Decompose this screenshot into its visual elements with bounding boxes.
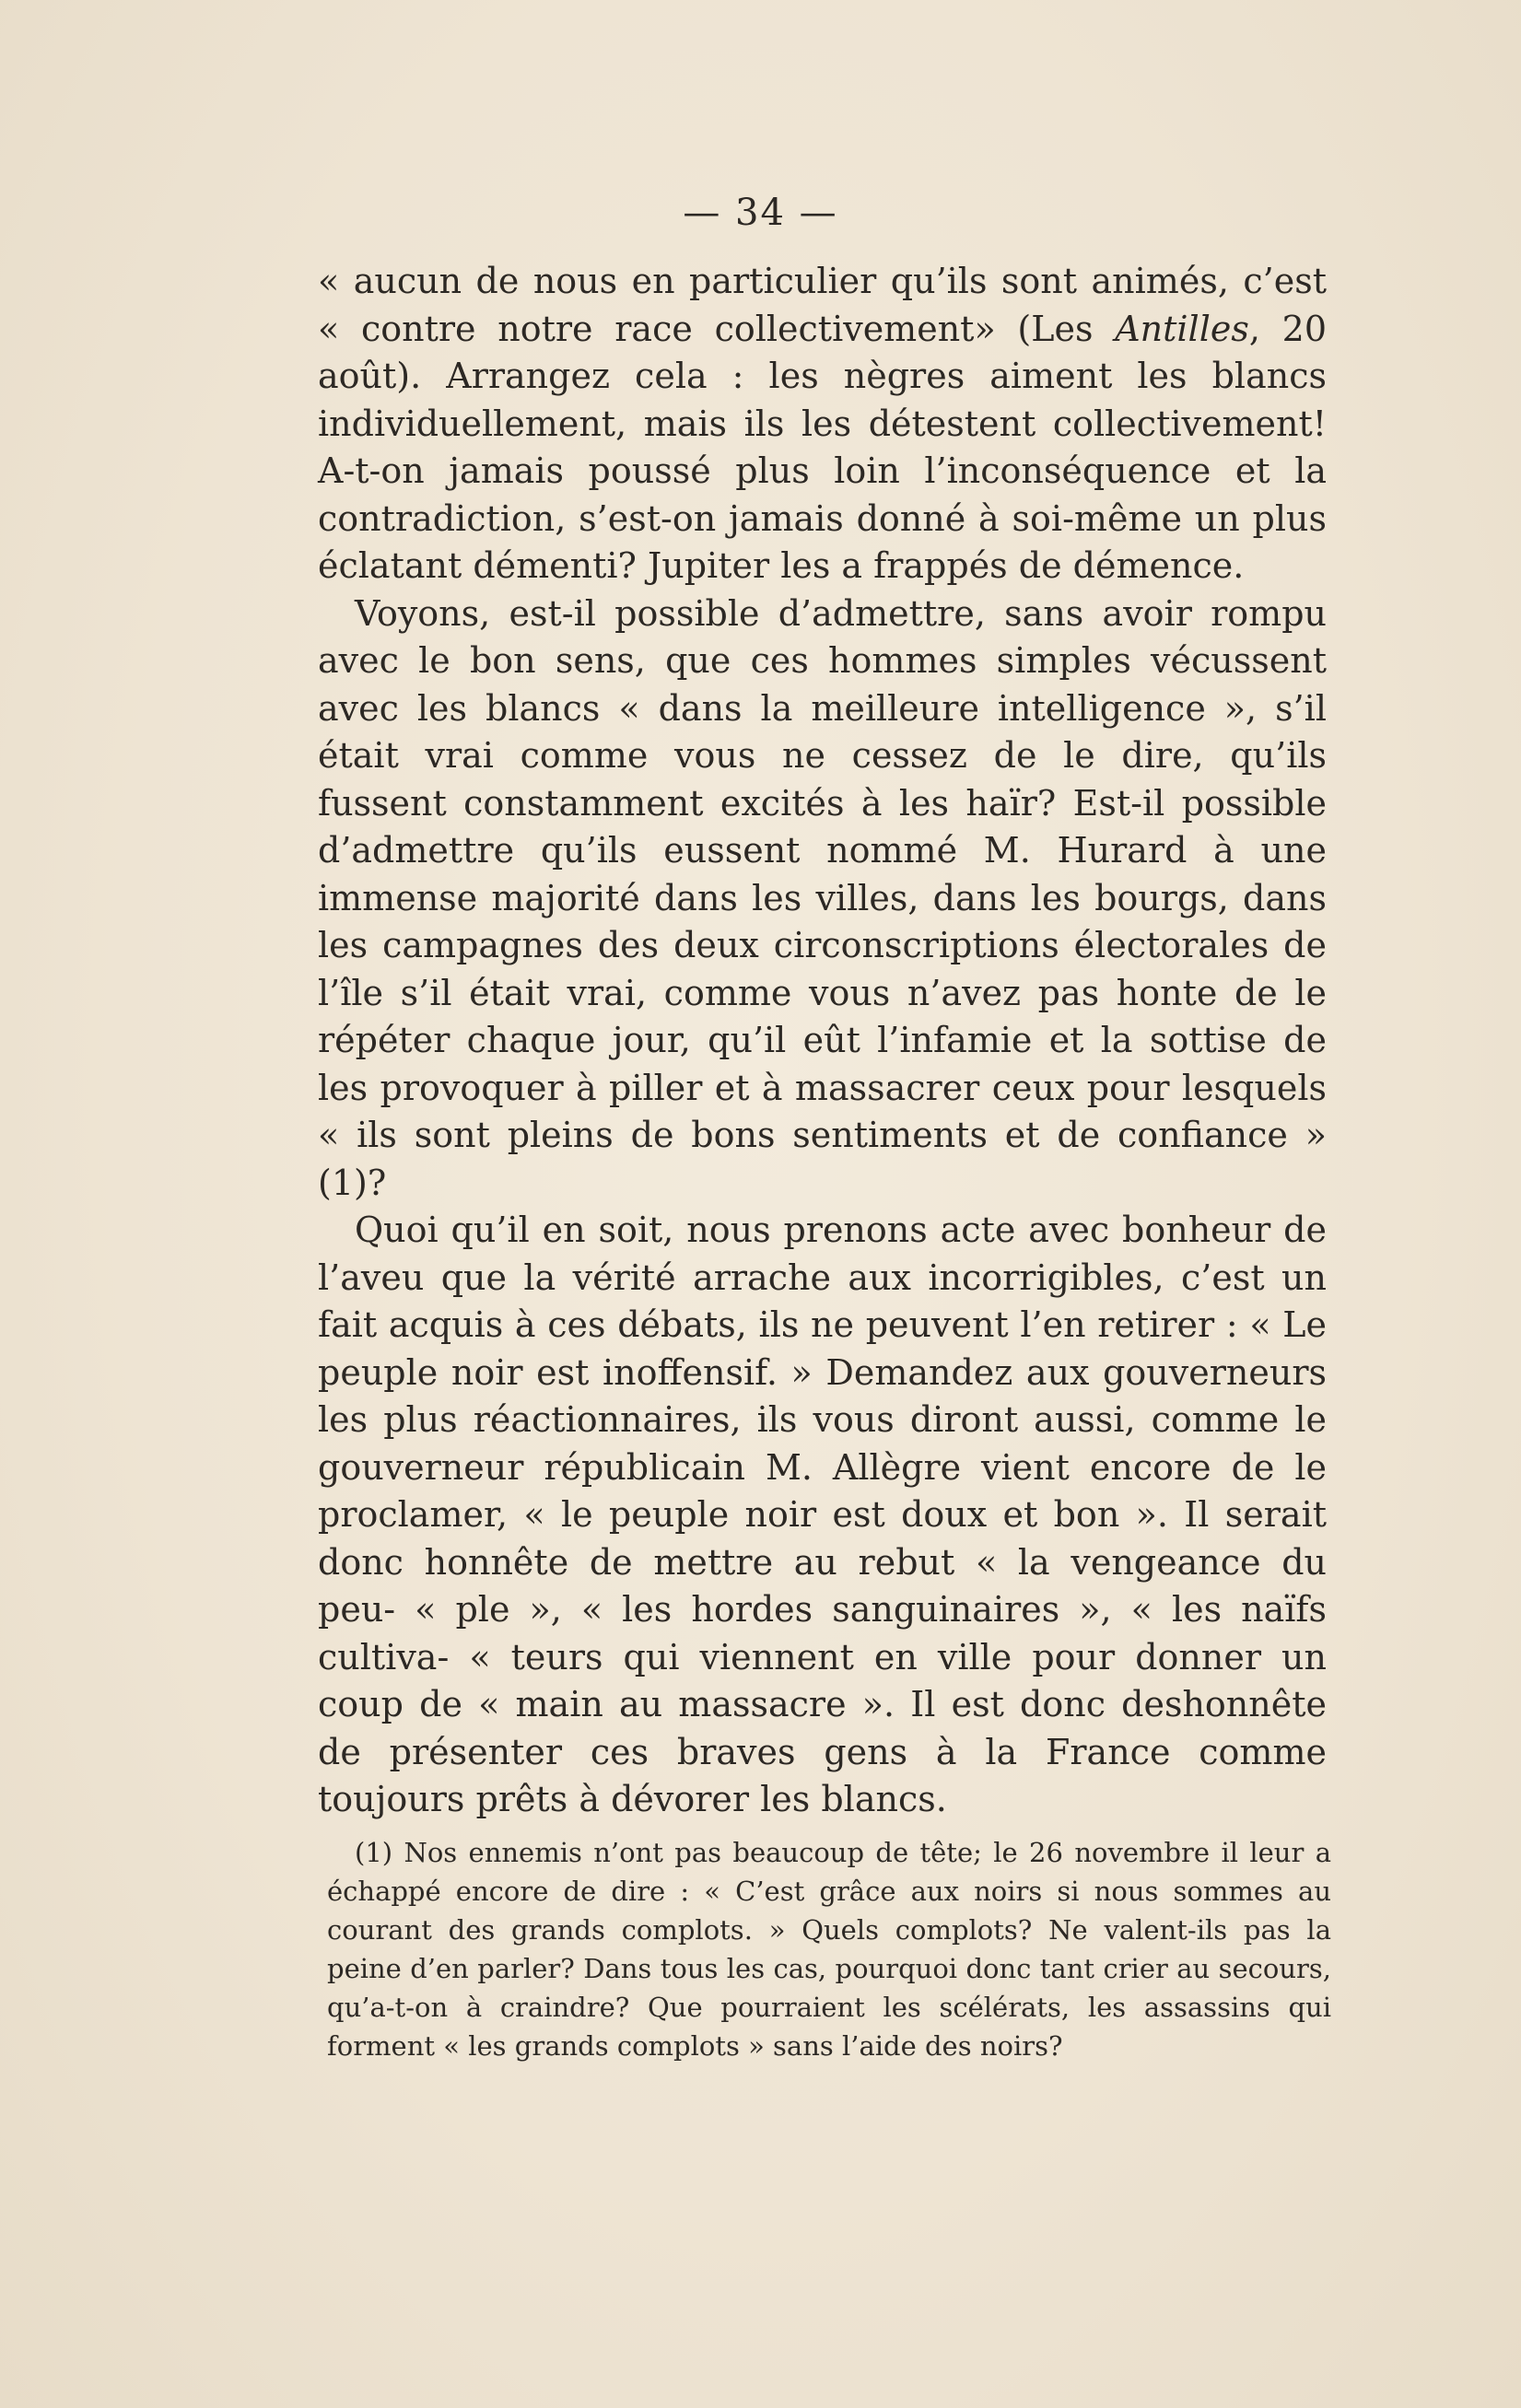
paragraph-2: Voyons, est-il possible d’admettre, sans avoir rompu avec le bon sens, que ces hommes simples vécussent avec les blancs « dans la meilleure intelligence », s’il était vrai comme vous ne cessez de le dire, qu’ils fussent constamment excités à les haïr? Est-il possible d’admettre qu’ils eussent nommé M. Hurard à une immense majorité dans les villes, dans les bourgs, dans les campagnes des deux circonscriptions électorales de l’île s’il était vrai, comme vous n’avez pas honte de le répéter chaque jour, qu’il eût l’infamie et la sottise de les provoquer à piller et à massacrer ceux pour lesquels « ils sont pleins de bons sentiments et de confiance » (1)? bbox=[318, 592, 1327, 1203]
journal-title: Antilles bbox=[1115, 308, 1249, 349]
footnote bbox=[327, 1833, 1331, 2065]
paragraph-1-part-b: , 20 août). Arrangez cela : les nègres aiment les blancs individuellement, mais ils les détestent collectivement! A-t-on jamais poussé plus loin l’inconséquence et la contradiction, s’est-on jamais donné à soi-même un plus éclatant démenti? Jupiter les a frappés de démence. bbox=[318, 308, 1328, 586]
main-text bbox=[318, 258, 1327, 1824]
paragraph-3: Quoi qu’il en soit, nous prenons acte avec bonheur de l’aveu que la vérité arrache aux incorrigibles, c’est un fait acquis à ces débats, ils ne peuvent l’en retirer : « Le peuple noir est inoffensif. » Demandez aux gouverneurs les plus réactionnaires, ils vous diront aussi, comme le gouverneur républicain M. Allègre vient encore de le proclamer, « le peuple noir est doux et bon ». Il serait donc honnête de mettre au rebut « la vengeance du peu- « ple », « les hordes sanguinaires », « les naïfs cultiva- « teurs qui viennent en ville pour donner un coup de « main au massacre ». Il est donc deshonnête de présenter ces braves gens à la France comme toujours prêts à dévorer les blancs. bbox=[318, 1210, 1327, 1819]
page-number: — 34 — bbox=[683, 192, 838, 234]
footnote-text: (1) Nos ennemis n’ont pas beaucoup de tête; le 26 novembre il leur a échappé encore de dire : « C’est grâce aux noirs si nous sommes au courant des grands complots. » Quels complots? Ne valent-ils pas la peine d’en parler? Dans tous les cas, pourquoi donc tant crier au secours, qu’a-t-on à craindre? Que pourraient les scélérats, les assassins qui forment « les grands complots » sans l’aide des noirs? bbox=[327, 1837, 1331, 2062]
paragraph-1-part-a: « aucun de nous en particulier qu’ils sont animés, c’est « contre notre race collectivement» (Les bbox=[318, 261, 1327, 349]
paragraph-1 bbox=[318, 258, 1327, 590]
